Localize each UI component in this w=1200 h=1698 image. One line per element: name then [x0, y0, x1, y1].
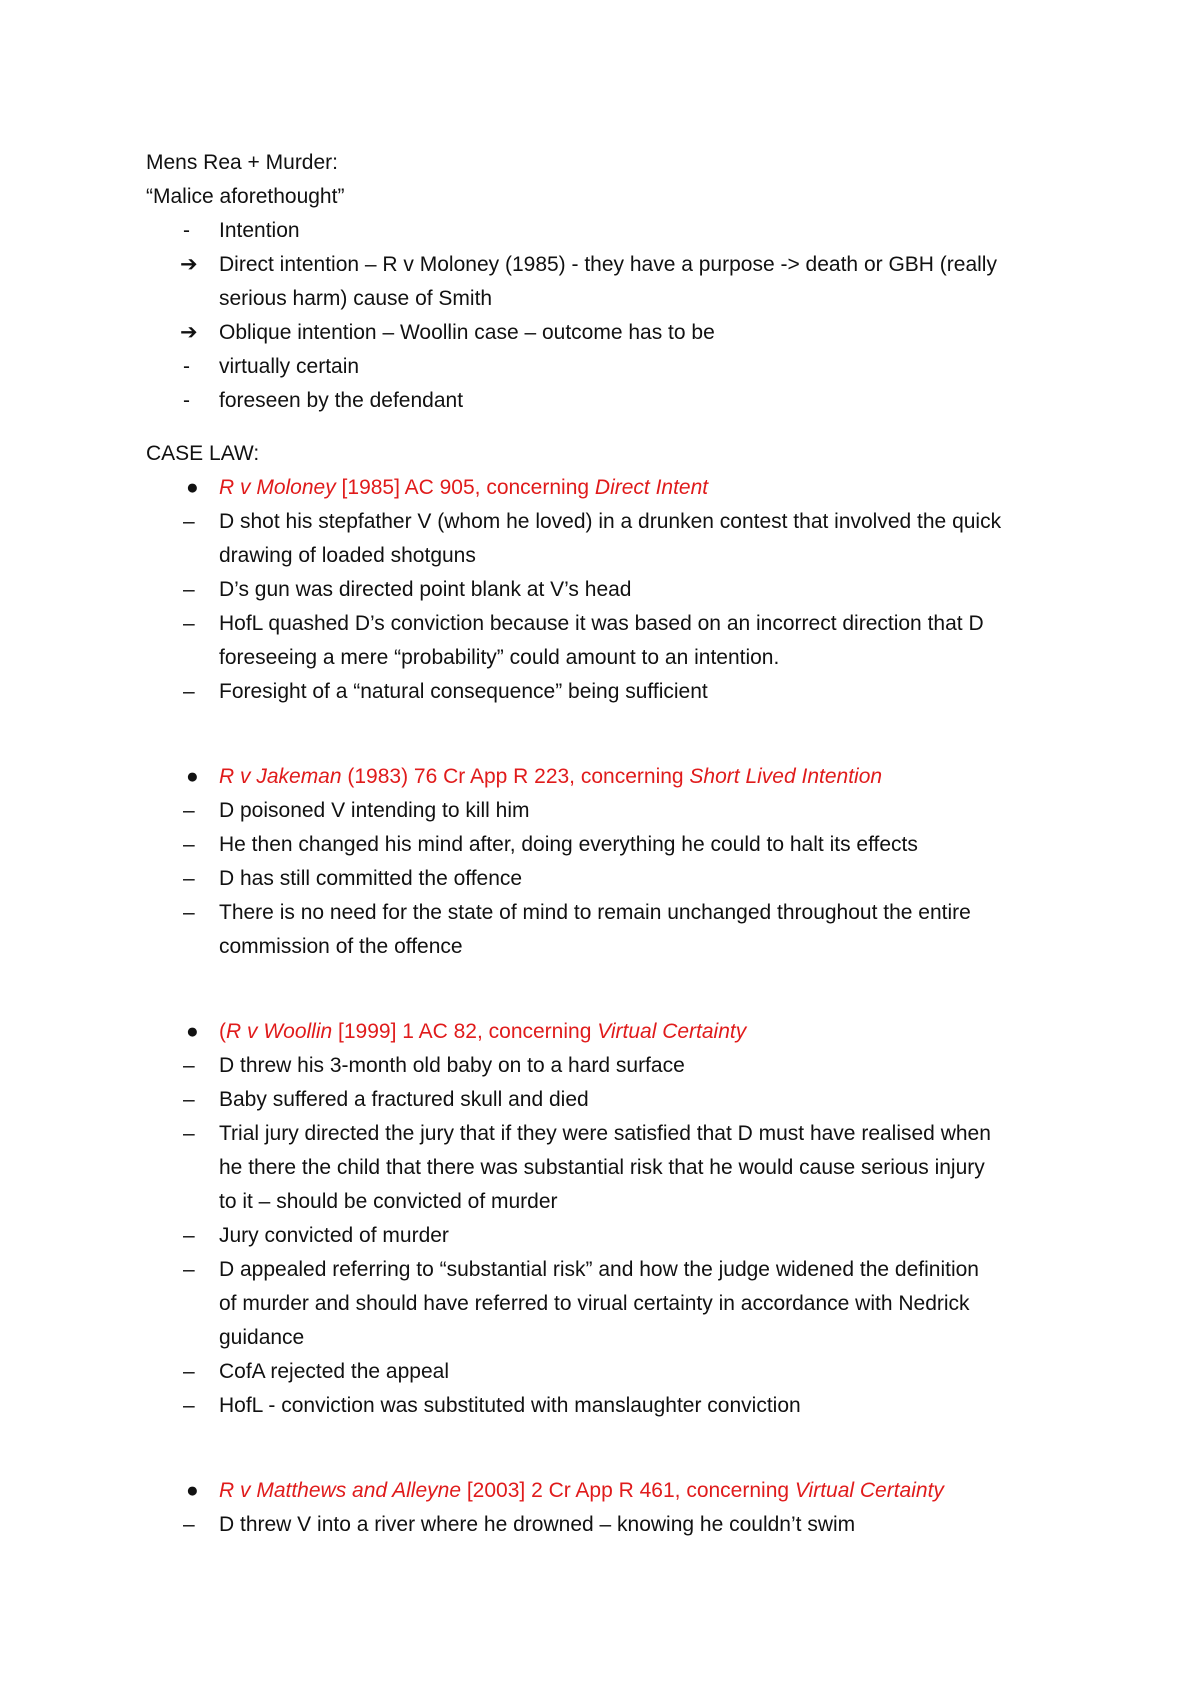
case-point: CofA rejected the appeal	[219, 1360, 449, 1383]
bullet-icon: ●	[186, 1020, 199, 1043]
intro-line: foreseen by the defendant	[219, 389, 464, 412]
dash-marker: –	[183, 833, 195, 856]
case-point: to it – should be convicted of murder	[219, 1190, 558, 1213]
case-law-heading: CASE LAW:	[146, 442, 260, 465]
dash-marker: –	[183, 867, 195, 890]
case-point: drawing of loaded shotguns	[219, 544, 476, 567]
case-point: guidance	[219, 1326, 305, 1349]
case-point: D’s gun was directed point blank at V’s head	[219, 578, 632, 601]
case-title: R v Jakeman (1983) 76 Cr App R 223, concerning Short Lived Intention	[219, 765, 883, 788]
intro-line: Intention	[219, 219, 300, 242]
intro-line: Direct intention – R v Moloney (1985) - they have a purpose -> death or GBH (really	[219, 253, 997, 276]
case-title: R v Moloney [1985] AC 905, concerning Direct Intent	[219, 476, 709, 499]
case-point: Trial jury directed the jury that if they were satisfied that D must have realised when	[219, 1122, 991, 1145]
case-point: of murder and should have referred to virual certainty in accordance with Nedrick	[219, 1292, 970, 1315]
doc-heading: Mens Rea + Murder:	[146, 151, 338, 174]
case-point: Foresight of a “natural consequence” being sufficient	[219, 680, 708, 703]
case-title: (R v Woollin [1999] 1 AC 82, concerning Virtual Certainty	[219, 1020, 747, 1043]
case-point: HofL quashed D’s conviction because it was based on an incorrect direction that D	[219, 612, 984, 635]
dash-marker: –	[183, 1360, 195, 1383]
dash-marker: –	[183, 901, 195, 924]
dash-marker: -	[183, 389, 190, 412]
intro-line: serious harm) cause of Smith	[219, 287, 493, 310]
dash-marker: –	[183, 510, 195, 533]
case-point: D has still committed the offence	[219, 867, 523, 890]
dash-marker: –	[183, 1088, 195, 1111]
arrow-icon: ➔	[180, 321, 198, 344]
case-point: D poisoned V intending to kill him	[219, 799, 530, 822]
dash-marker: –	[183, 1394, 195, 1417]
dash-marker: –	[183, 1122, 195, 1145]
case-point: D shot his stepfather V (whom he loved) in a drunken contest that involved the quick	[219, 510, 1002, 533]
dash-marker: –	[183, 612, 195, 635]
dash-marker: -	[183, 355, 190, 378]
dash-marker: –	[183, 1258, 195, 1281]
dash-marker: –	[183, 799, 195, 822]
dash-marker: –	[183, 1513, 195, 1536]
case-point: D threw his 3-month old baby on to a hard surface	[219, 1054, 685, 1077]
case-point: D threw V into a river where he drowned – knowing he couldn’t swim	[219, 1513, 856, 1536]
bullet-icon: ●	[186, 1479, 199, 1502]
bullet-icon: ●	[186, 765, 199, 788]
dash-marker: –	[183, 578, 195, 601]
case-point: He then changed his mind after, doing everything he could to halt its effects	[219, 833, 918, 856]
case-point: D appealed referring to “substantial risk” and how the judge widened the definition	[219, 1258, 979, 1281]
doc-quote: “Malice aforethought”	[146, 185, 345, 208]
dash-marker: -	[183, 219, 190, 242]
case-point: commission of the offence	[219, 935, 463, 958]
case-point: Baby suffered a fractured skull and died	[219, 1088, 589, 1111]
intro-line: Oblique intention – Woollin case – outcome has to be	[219, 321, 715, 344]
dash-marker: –	[183, 1054, 195, 1077]
case-point: Jury convicted of murder	[219, 1224, 449, 1247]
case-point: he there the child that there was substantial risk that he would cause serious injury	[219, 1156, 985, 1179]
arrow-icon: ➔	[180, 253, 198, 276]
intro-line: virtually certain	[219, 355, 360, 378]
dash-marker: –	[183, 1224, 195, 1247]
case-point: foreseeing a mere “probability” could amount to an intention.	[219, 646, 780, 669]
bullet-icon: ●	[186, 476, 199, 499]
case-point: There is no need for the state of mind to remain unchanged throughout the entire	[219, 901, 971, 924]
dash-marker: –	[183, 680, 195, 703]
case-title: R v Matthews and Alleyne [2003] 2 Cr App R 461, concerning Virtual Certainty	[219, 1479, 944, 1502]
case-point: HofL - conviction was substituted with manslaughter conviction	[219, 1394, 801, 1417]
